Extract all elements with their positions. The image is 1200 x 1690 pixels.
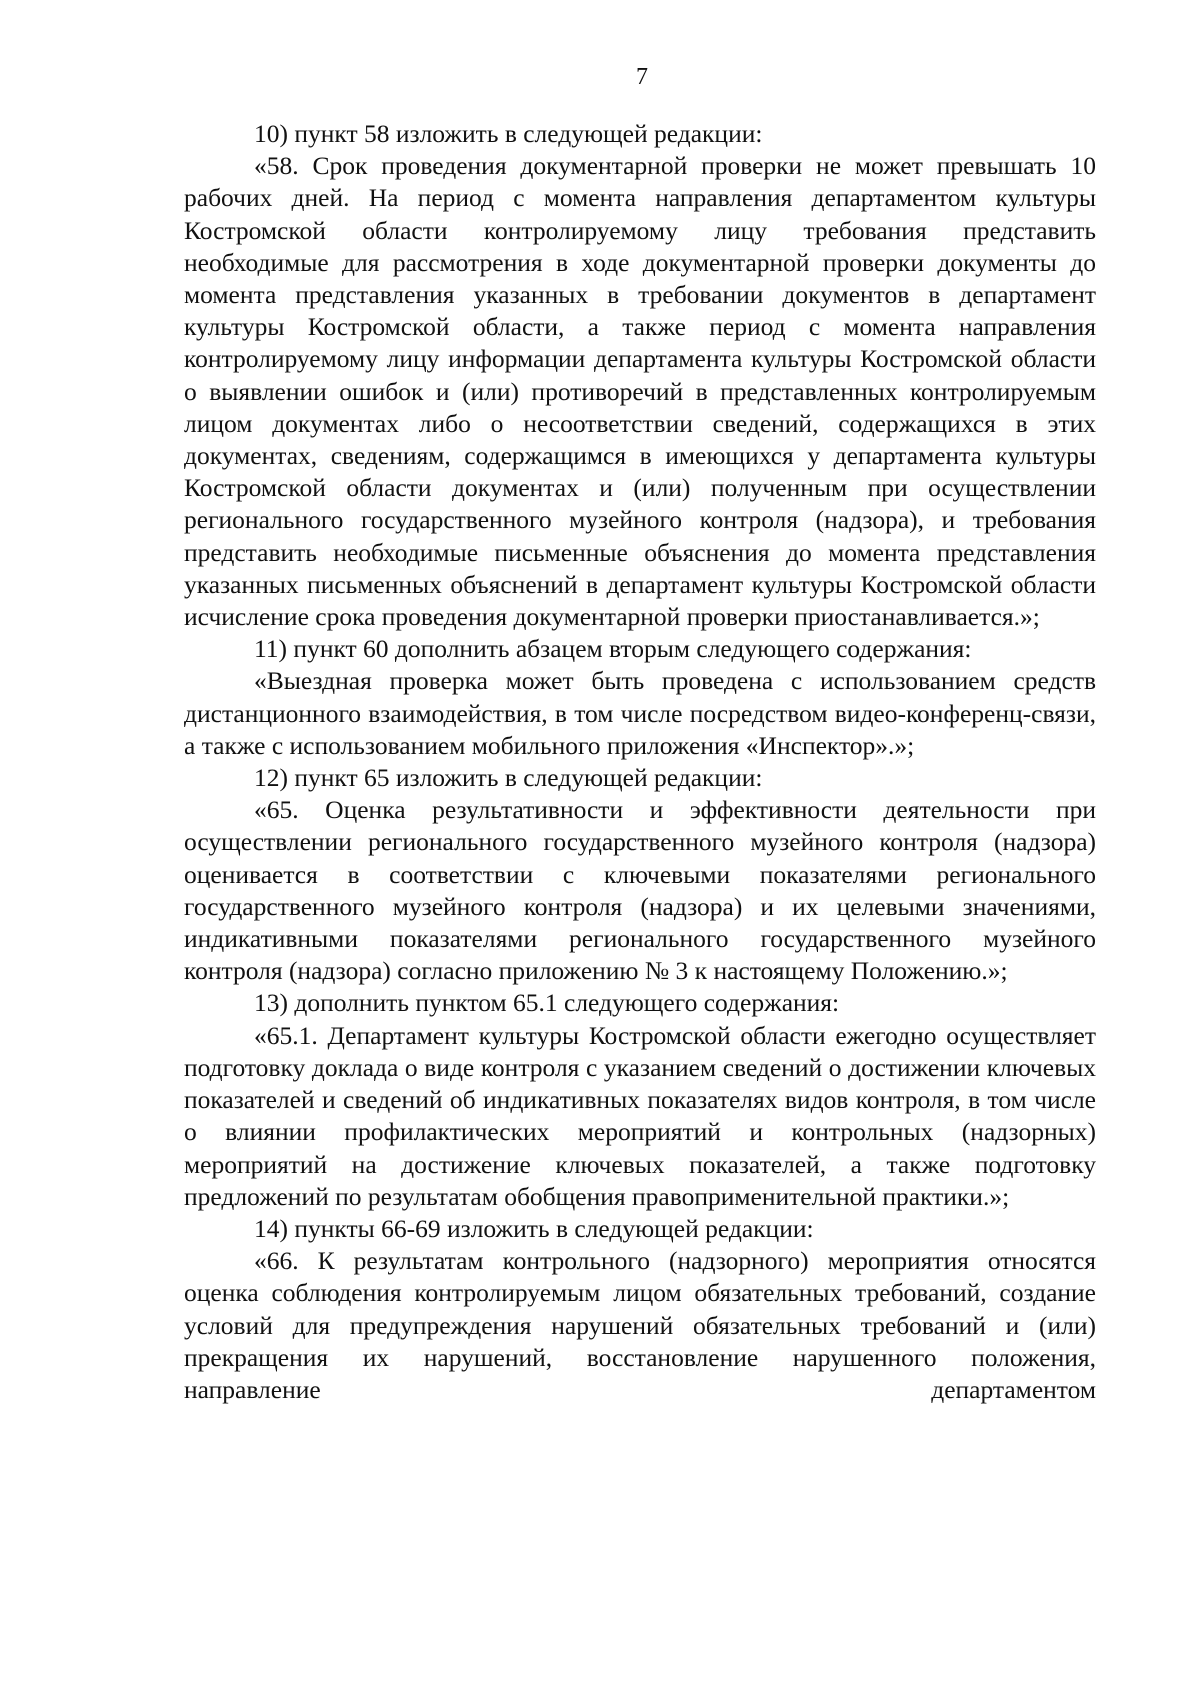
paragraph: 10) пункт 58 изложить в следующей редакции: bbox=[254, 119, 763, 148]
paragraph: «66. К результатам контрольного (надзорного) мероприятия относятся оценка соблюдения контролируемым лицом обязательных требований, создание условий для предупреждения нарушений обязательных требований и (или) прекращения их нарушений, восстановление нарушенного положения, направление департаментом bbox=[184, 1246, 1096, 1404]
paragraph: «65.1. Департамент культуры Костромской области ежегодно осуществляет подготовку доклада о виде контроля с указанием сведений о достижении ключевых показателей и сведений об индикативных показателях видов контроля, в том числе о влиянии профилактических мероприятий и контрольных (надзорных) мероприятий на достижение ключевых показателей, а также подготовку предложений по результатам обобщения правоприменительной практики.»; bbox=[184, 1020, 1096, 1211]
paragraph: «65. Оценка результативности и эффективности деятельности при осуществлении регионального государственного музейного контроля (надзора) оценивается в соответствии с ключевыми показателями регионального государственного музейного контроля (надзора) и их целевыми значениями, индикативными показателями регионального государственного музейного контроля (надзора) согласно приложению № 3 к настоящему Положению.»; bbox=[184, 795, 1096, 986]
paragraph: «58. Срок проведения документарной проверки не может превышать 10 рабочих дней. На период с момента направления департаментом культуры Костромской области контролируемому лицу требования представить необходимые для рассмотрения в ходе документарной проверки документы до момента представления указанных в требовании документов в департамент культуры Костромской области, а также период с момента направления контролируемому лицу информации департамента культуры Костромской области о выявлении ошибок и (или) противоречий в представленных контролируемым лицом документах либо о несоответствии сведений, содержащихся в этих документах, сведениям, содержащимся в имеющихся у департамента культуры Костромской области документах и (или) полученным при осуществлении регионального государственного музейного контроля (надзора), и требования представить необходимые письменные объяснения до момента представления указанных письменных объяснений в департамент культуры Костромской области исчисление срока проведения документарной проверки приостанавливается.»; bbox=[184, 151, 1096, 632]
paragraph: 14) пункты 66-69 изложить в следующей редакции: bbox=[254, 1213, 814, 1243]
paragraph: «Выездная проверка может быть проведена с использованием средств дистанционного взаимодействия, в том числе посредством видео-конференц-связи, а также с использованием мобильного приложения «Инспектор».»; bbox=[184, 666, 1096, 760]
document-body bbox=[184, 118, 1096, 1406]
paragraph: 12) пункт 65 изложить в следующей редакции: bbox=[254, 763, 763, 793]
page-number: 7 bbox=[636, 64, 648, 90]
paragraph: 13) дополнить пунктом 65.1 следующего содержания: bbox=[254, 988, 840, 1018]
paragraph: 11) пункт 60 дополнить абзацем вторым следующего содержания: bbox=[254, 634, 972, 664]
